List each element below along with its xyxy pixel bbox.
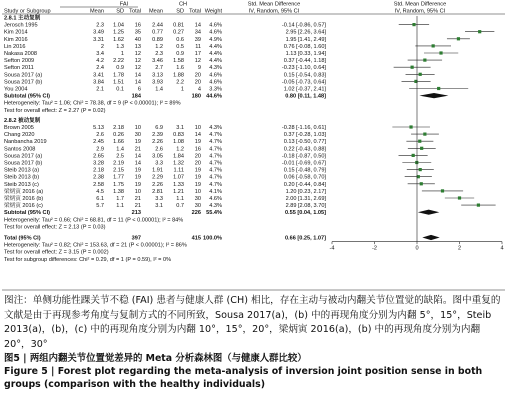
- smd-ci: 0.15 [-0.48, 0.79]: [283, 167, 326, 174]
- effect-marker: [419, 73, 422, 76]
- total-fai-total: 397: [131, 235, 141, 242]
- fai-mean: 2.3: [96, 22, 104, 29]
- fai-sd: 1.4: [116, 146, 124, 153]
- ch-sd: 0.27: [173, 29, 184, 36]
- weight: 4.7%: [209, 160, 222, 167]
- subtotal-weight: 55.4%: [206, 210, 222, 217]
- fai-mean: 3.41: [93, 72, 104, 79]
- fai-sd: 1.04: [113, 22, 124, 29]
- weight: 4.3%: [209, 125, 222, 131]
- fai-total: 10: [134, 188, 141, 195]
- weight: 4.7%: [209, 146, 222, 153]
- ch-sd-header: SD: [176, 8, 184, 15]
- ch-total: 19: [194, 139, 201, 146]
- subtotal-diamond: [419, 93, 448, 98]
- study-label: Chang 2020: [4, 132, 35, 139]
- total-heterogeneity-text: Heterogeneity: Tau² = 0.82; Chi² = 153.63, df = 21 (P < 0.00001); I² = 86%: [4, 242, 187, 249]
- fai-mean: 2.38: [93, 174, 104, 181]
- fai-total-header: Total: [129, 8, 141, 15]
- ch-sd: 1.11: [173, 167, 184, 174]
- ch-total: 30: [194, 196, 201, 202]
- overall-effect-text: Test for overall effect: Z = 2.27 (P = 0.02): [4, 107, 106, 114]
- ch-sd: 1.88: [173, 72, 184, 79]
- effect-marker: [423, 59, 426, 62]
- fai-mean: 2.1: [96, 86, 104, 93]
- effect-marker: [418, 140, 421, 143]
- ch-mean: 3.1: [155, 203, 163, 210]
- weight: 4.3%: [209, 65, 222, 72]
- fai-mean: 3.4: [96, 51, 104, 57]
- fai-total: 35: [134, 29, 141, 36]
- fai-total: 21: [134, 203, 141, 210]
- effect-marker: [457, 37, 460, 40]
- fai-total: 12: [134, 51, 141, 57]
- ch-total: 10: [194, 188, 201, 195]
- fai-total: 21: [134, 146, 141, 153]
- heterogeneity-text: Heterogeneity: Tau² = 0.66; Chi² = 68.81, df = 11 (P < 0.00001); I² = 84%: [4, 217, 184, 224]
- fai-mean: 3.28: [93, 160, 104, 167]
- heterogeneity-text: Heterogeneity: Tau² = 1.06; Chi² = 78.38, df = 9 (P < 0.00001); I² = 89%: [4, 100, 181, 107]
- effect-marker: [441, 189, 444, 192]
- ch-mean: 1.2: [155, 43, 163, 50]
- ch-sd: 1: [180, 86, 184, 93]
- caption-title: [4, 352, 504, 391]
- ch-mean: 3.3: [155, 196, 163, 202]
- subtotal-label: Subtotal (95% CI): [4, 210, 50, 217]
- study-label: Steib 2013 (b): [4, 174, 40, 181]
- weight: 4.7%: [209, 167, 222, 174]
- fai-mean: 4.5: [96, 188, 104, 195]
- ch-mean: 2.7: [155, 65, 163, 72]
- ch-mean: 3.93: [152, 79, 163, 86]
- ch-total: 34: [194, 29, 201, 36]
- ch-total: 16: [194, 146, 201, 153]
- ch-total-header: Total: [189, 8, 201, 15]
- ch-sd: 1.1: [176, 196, 184, 202]
- fai-sd: 1.75: [113, 181, 124, 188]
- subtotal-diamond: [418, 210, 439, 215]
- smd-plot-header: Std. Mean Difference: [393, 1, 447, 8]
- weight: 4.7%: [209, 153, 222, 160]
- ch-mean-header: Mean: [149, 8, 163, 15]
- study-label: Steib 2013 (a): [4, 167, 40, 174]
- fai-total: 40: [134, 36, 141, 43]
- subgroup-label: 2.8.1 主动复制: [4, 15, 41, 22]
- fai-sd: 1.78: [113, 72, 124, 79]
- study-label: Jerosch 1995: [4, 22, 38, 29]
- fai-total: 12: [134, 65, 141, 72]
- study-label: Sousa 2017 (a): [4, 153, 43, 160]
- ch-total: 17: [194, 51, 201, 57]
- ch-mean: 3.13: [152, 72, 163, 79]
- fai-sd: 1.66: [113, 139, 124, 146]
- smd-ci: -0.01 [-0.69, 0.67]: [281, 160, 326, 167]
- smd-ci: 1.02 [-0.37, 2.41]: [283, 86, 326, 93]
- fai-sd: 0.26: [113, 132, 124, 139]
- weight: 4.6%: [209, 196, 222, 202]
- ch-total: 12: [194, 58, 201, 65]
- study-label: Sefton 2011: [4, 65, 34, 72]
- study-label: Nakasa 2008: [4, 51, 37, 57]
- weight: 4.7%: [209, 181, 222, 188]
- fai-sd: 1.77: [113, 174, 124, 181]
- ch-sd: 0.9: [176, 51, 184, 57]
- fai-mean: 5.7: [96, 203, 104, 210]
- study-label: You 2004: [4, 86, 28, 93]
- fai-sd: 1.62: [113, 36, 124, 43]
- smd-ci: 2.00 [1.31, 2.69]: [285, 196, 326, 202]
- ch-total: 19: [194, 174, 201, 181]
- fai-total: 19: [134, 167, 141, 174]
- ch-mean: 2.44: [152, 22, 163, 29]
- ch-mean: 6.9: [155, 125, 163, 131]
- weight: 4.3%: [209, 203, 222, 210]
- weight: 4.7%: [209, 174, 222, 181]
- ch-mean: 2.3: [155, 51, 163, 57]
- study-label: 梁炳寅 2016 (a): [4, 188, 44, 195]
- fai-mean: 2.58: [93, 181, 104, 188]
- fai-total: 21: [134, 196, 141, 202]
- effect-marker: [477, 204, 480, 207]
- ch-sd: 1.21: [173, 188, 184, 195]
- fai-sd: 2.15: [113, 167, 124, 174]
- subtotal-ch-total: 226: [191, 210, 201, 217]
- ch-sd: 1.07: [173, 174, 184, 181]
- fai-mean: 2.9: [96, 146, 104, 153]
- ch-mean: 2.29: [152, 174, 163, 181]
- fai-total: 16: [134, 22, 141, 29]
- fai-mean: 4.2: [96, 58, 104, 65]
- smd-ci: 2.95 [2.26, 3.64]: [285, 29, 326, 36]
- ch-sd: 3.1: [176, 125, 184, 131]
- study-label: Nanbancha 2019: [4, 139, 47, 146]
- total-ci: 0.66 [0.25, 1.07]: [284, 235, 326, 242]
- study-label: Sousa 2017 (b): [4, 79, 43, 86]
- fai-mean: 2: [100, 43, 104, 50]
- ch-total: 20: [194, 79, 201, 86]
- study-label: 梁炳寅 2016 (c): [4, 203, 43, 210]
- ch-total: 30: [194, 203, 201, 210]
- ch-sd: 1.6: [176, 65, 184, 72]
- ch-sd: 0.83: [173, 132, 184, 139]
- fai-total: 19: [134, 139, 141, 146]
- smd-sub-header: IV, Random, 95% CI: [248, 8, 300, 15]
- subgroup-difference-text: Test for subgroup differences: Chi² = 0.29, df = 1 (P = 0.59), I² = 0%: [4, 256, 172, 263]
- fai-sd: 2.19: [113, 160, 124, 167]
- subgroup-label: 2.8.2 被动复制: [4, 117, 41, 124]
- ch-sd: 1.32: [173, 160, 184, 167]
- effect-marker: [411, 66, 414, 69]
- total-diamond: [422, 235, 439, 240]
- ch-sd: 0.6: [176, 36, 184, 43]
- fai-mean: 2.6: [96, 132, 104, 139]
- fai-mean: 3.31: [93, 36, 104, 43]
- ch-mean: 3.3: [155, 160, 163, 167]
- subtotal-fai-total: 213: [131, 210, 141, 217]
- smd-ci: 0.20 [-0.44, 0.84]: [283, 181, 326, 188]
- effect-marker: [439, 51, 442, 54]
- smd-ci: 1.13 [0.33, 1.94]: [285, 51, 326, 57]
- effect-marker: [409, 125, 412, 128]
- fai-total: 14: [134, 160, 141, 167]
- fai-sd: 2.18: [113, 125, 124, 131]
- ch-total: 19: [194, 181, 201, 188]
- subtotal-ci: 0.80 [0.11, 1.48]: [285, 93, 326, 100]
- effect-marker: [432, 44, 435, 47]
- ch-mean: 1.4: [155, 86, 163, 93]
- ch-sd: 1.84: [173, 153, 184, 160]
- fai-sd: 0.1: [116, 86, 124, 93]
- fai-sd: 1.3: [116, 43, 124, 50]
- effect-marker: [412, 23, 415, 26]
- weight: 4.6%: [209, 72, 222, 79]
- total-effect-text: Test for overall effect: Z = 3.15 (P = 0.002): [4, 249, 109, 256]
- study-label: Sousa 2017 (b): [4, 160, 43, 167]
- ch-total: 14: [194, 22, 201, 29]
- fai-mean: 2.4: [96, 65, 104, 72]
- smd-ci: 0.37 [-0.44, 1.18]: [283, 58, 326, 65]
- smd-ci: 1.20 [0.23, 2.17]: [285, 188, 326, 195]
- x-tick-label: 4: [500, 245, 504, 252]
- effect-marker: [423, 133, 426, 136]
- weight: 4.6%: [209, 29, 222, 36]
- weight: 4.4%: [209, 51, 222, 57]
- fai-total: 14: [134, 72, 141, 79]
- ch-total: 14: [194, 132, 201, 139]
- ch-mean: 2.26: [152, 181, 163, 188]
- study-label: Brown 2005: [4, 125, 34, 131]
- fai-sd: 0.9: [116, 65, 124, 72]
- fai-total: 12: [134, 58, 141, 65]
- x-tick-label: 0: [415, 245, 419, 252]
- ch-sd: 1.2: [176, 146, 184, 153]
- ch-sd: 1.33: [173, 181, 184, 188]
- study-label: Sousa 2017 (a): [4, 72, 43, 79]
- fai-mean: 2.45: [93, 139, 104, 146]
- ch-header: CH: [178, 1, 188, 8]
- fai-total: 13: [134, 43, 141, 50]
- weight-header: Weight: [204, 8, 222, 15]
- ch-mean: 3.05: [152, 153, 163, 160]
- weight: 4.9%: [209, 36, 222, 43]
- caption-title-zh: 图5 | 两组内翻关节位置觉差异的 Meta 分析森林图（与健康人群比较）: [4, 353, 307, 365]
- subtotal-label: Subtotal (95% CI): [4, 93, 50, 100]
- study-label: Sefton 2009: [4, 58, 35, 65]
- weight: 4.7%: [209, 139, 222, 146]
- study-label: Kim 2014: [4, 29, 28, 36]
- ch-mean: 0.77: [152, 29, 163, 36]
- ch-mean: 1.91: [152, 167, 163, 174]
- study-label: Steib 2013 (c): [4, 181, 39, 188]
- weight: 4.7%: [209, 132, 222, 139]
- ch-total: 4: [197, 86, 201, 93]
- x-tick-label: -4: [329, 245, 335, 252]
- fai-sd-header: SD: [116, 8, 124, 15]
- fai-total: 19: [134, 181, 141, 188]
- caption-note: 图注：单侧功能性踝关节不稳 (FAI) 患者与健康人群 (CH) 相比，存在主动与被动内翻关节位置觉的缺陷。图中重复的文献是由于再现参考角度与复制方式的不同所致，Sousa 2017(a)，(b) 中的再现角度分别为内翻 5°，15°，Steib 2013(a)，(b)，(c) 中的再现角度分别为内翻 10°，15°，20°，梁炳寅 2016(a)，(b) 中的再现角度分别为内翻 20°，30°: [4, 295, 501, 350]
- fai-mean: 2.65: [93, 153, 104, 160]
- effect-marker: [420, 182, 423, 185]
- smd-plot-sub-header: IV, Random, 95% CI: [394, 8, 446, 15]
- fai-total: 19: [134, 174, 141, 181]
- ch-mean: 2.26: [152, 139, 163, 146]
- subtotal-weight: 44.6%: [206, 93, 222, 100]
- ch-total: 20: [194, 160, 201, 167]
- total-weight: 100.0%: [203, 235, 222, 242]
- ch-mean: 2.6: [155, 146, 163, 153]
- fai-sd: 2.22: [113, 58, 124, 65]
- effect-marker: [458, 196, 461, 199]
- fai-total: 10: [134, 125, 141, 131]
- smd-ci: 2.89 [2.08, 3.70]: [285, 203, 326, 210]
- fai-sd: 1.51: [113, 79, 124, 86]
- fai-total: 14: [134, 153, 141, 160]
- ch-total: 9: [197, 65, 201, 72]
- ch-mean: 2.39: [152, 132, 163, 139]
- fai-mean: 6.1: [96, 196, 104, 202]
- smd-ci: 0.15 [-0.54, 0.83]: [283, 72, 326, 79]
- fai-mean-header: Mean: [90, 8, 104, 15]
- fai-sd: 1.7: [116, 196, 124, 202]
- subtotal-ch-total: 180: [191, 93, 201, 100]
- ch-sd: 1.08: [173, 139, 184, 146]
- study-label: 梁炳寅 2016 (b): [4, 196, 44, 202]
- ch-total: 11: [195, 43, 201, 50]
- total-label: Total (95% CI): [4, 235, 41, 242]
- x-tick-label: -2: [372, 245, 377, 252]
- study-label: Kim 2016: [4, 36, 28, 43]
- ch-sd: 0.81: [173, 22, 184, 29]
- smd-ci: 0.37 [-0.28, 1.03]: [283, 132, 326, 139]
- subtotal-fai-total: 184: [131, 93, 141, 100]
- ch-total: 20: [194, 153, 201, 160]
- x-tick-label: 2: [457, 245, 462, 252]
- study-label: Santos 2008: [4, 146, 36, 153]
- weight: 3.3%: [209, 86, 222, 93]
- fai-mean: 3.49: [93, 29, 104, 36]
- subtotal-ci: 0.55 [0.04, 1.05]: [284, 210, 326, 217]
- ch-sd: 0.7: [176, 203, 184, 210]
- smd-ci: 0.22 [-0.43, 0.88]: [283, 146, 326, 153]
- fai-sd: 2.5: [116, 153, 124, 160]
- ch-total: 10: [194, 125, 201, 131]
- smd-ci: 0.06 [-0.58, 0.70]: [283, 174, 326, 181]
- total-ch-total: 415: [191, 235, 201, 242]
- study-col-header: Study or Subgroup: [4, 8, 51, 15]
- smd-ci: -0.18 [-0.87, 0.50]: [281, 153, 326, 160]
- fai-sd: 1.25: [113, 29, 124, 36]
- smd-ci: 1.95 [1.41, 2.49]: [285, 36, 326, 43]
- ch-mean: 0.89: [152, 36, 163, 43]
- figure-caption: [4, 294, 504, 391]
- fai-header: FAI: [119, 1, 129, 8]
- weight: 4.1%: [209, 188, 222, 195]
- fai-sd: 1.38: [113, 188, 124, 195]
- ch-total: 20: [194, 72, 201, 79]
- fai-sd: 1.1: [116, 203, 124, 210]
- smd-ci: -0.23 [-1.10, 0.64]: [281, 65, 326, 72]
- fai-mean: 2.18: [93, 167, 104, 174]
- weight: 4.6%: [209, 22, 222, 29]
- fai-mean: 5.13: [93, 125, 104, 131]
- fai-total: 14: [134, 79, 141, 86]
- smd-ci: 0.13 [-0.50, 0.77]: [283, 139, 326, 146]
- weight: 4.4%: [209, 58, 222, 65]
- smd-header: Std. Mean Difference: [247, 1, 301, 8]
- ch-sd: 1.58: [173, 58, 184, 65]
- effect-marker: [437, 87, 440, 90]
- caption-title-en: Figure 5 | Forest plot regarding the meta-analysis of inversion joint position sense in both groups (comparison with the healthy individuals): [4, 366, 483, 391]
- weight: 4.4%: [209, 43, 222, 50]
- weight: 4.6%: [209, 79, 222, 86]
- effect-marker: [420, 147, 423, 150]
- smd-ci: 0.76 [-0.08, 1.60]: [283, 43, 326, 50]
- fai-total: 6: [137, 86, 141, 93]
- fai-total: 30: [134, 132, 141, 139]
- effect-marker: [419, 168, 422, 171]
- effect-marker: [478, 30, 481, 33]
- ch-mean: 3.46: [152, 58, 163, 65]
- ch-total: 19: [194, 167, 201, 174]
- fai-sd: 1: [120, 51, 124, 57]
- ch-total: 39: [194, 36, 201, 43]
- fai-mean: 3.84: [93, 79, 104, 86]
- smd-ci: -0.28 [-1.16, 0.61]: [281, 125, 326, 131]
- smd-ci: -0.05 [-0.73, 0.64]: [281, 79, 326, 86]
- study-label: Lin 2016: [4, 43, 26, 50]
- ch-sd: 2.2: [176, 79, 184, 86]
- smd-ci: -0.14 [-0.86, 0.57]: [281, 22, 326, 29]
- overall-effect-text: Test for overall effect: Z = 2.13 (P = 0.03): [4, 224, 106, 231]
- effect-marker: [412, 154, 415, 157]
- ch-sd: 0.5: [176, 43, 184, 50]
- ch-mean: 2.81: [152, 188, 163, 195]
